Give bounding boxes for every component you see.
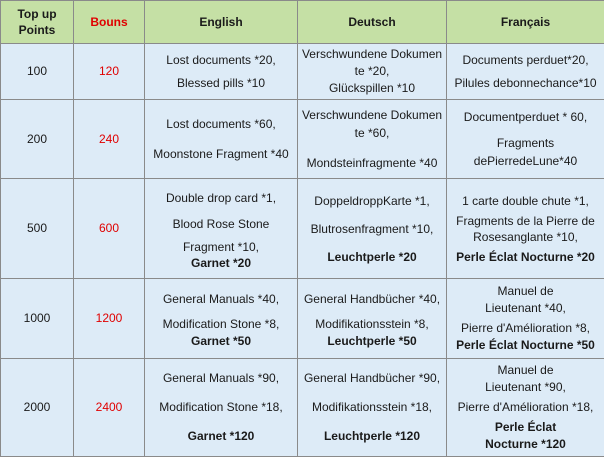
english-line: Lost documents *60, bbox=[148, 109, 294, 139]
deutsch-line: General Handbücher *90, bbox=[301, 364, 443, 393]
table-row bbox=[1, 359, 604, 457]
francais-cell bbox=[447, 44, 604, 100]
francais-line: Pierre d'Amélioration *8, bbox=[450, 320, 601, 337]
header-top-up-points: Top up Points bbox=[1, 1, 74, 44]
bonus-cell: 240 bbox=[74, 100, 145, 179]
english-line: General Manuals *90, bbox=[148, 364, 294, 393]
points-cell: 1000 bbox=[1, 279, 74, 359]
francais-line: Fragments dePierredeLune*40 bbox=[450, 134, 601, 170]
francais-line: Manuel de Lieutenant *40, bbox=[450, 283, 601, 317]
deutsch-line: Verschwundene Dokumen te *20, bbox=[301, 46, 443, 80]
deutsch-line: Mondsteinfragmente *40 bbox=[301, 154, 443, 172]
deutsch-line: Glückspillen *10 bbox=[301, 80, 443, 97]
points-cell: 500 bbox=[1, 179, 74, 279]
bonus-cell: 1200 bbox=[74, 279, 145, 359]
francais-line: Documents perduet*20, bbox=[450, 49, 601, 72]
francais-cell bbox=[447, 100, 604, 179]
english-line: Double drop card *1, bbox=[148, 187, 294, 209]
francais-line: Pilules debonnechance*10 bbox=[450, 72, 601, 95]
english-cell bbox=[145, 100, 298, 179]
english-line: Blessed pills *10 bbox=[148, 72, 294, 95]
francais-cell bbox=[447, 179, 604, 279]
deutsch-line: General Handbücher *40, bbox=[301, 288, 443, 311]
francais-line: Manuel de Lieutenant *90, bbox=[450, 362, 601, 396]
table-row bbox=[1, 279, 604, 359]
english-line: Modification Stone *18, bbox=[148, 393, 294, 422]
english-cell bbox=[145, 359, 298, 457]
deutsch-cell bbox=[298, 279, 447, 359]
english-line: Moonstone Fragment *40 bbox=[148, 139, 294, 169]
francais-line: 1 carte double chute *1, bbox=[450, 193, 601, 209]
deutsch-line-bold: Leuchtperle *50 bbox=[301, 333, 443, 349]
francais-line: Fragments de la Pierre de Rosesanglante *10, bbox=[450, 213, 601, 245]
francais-line-bold: Perle Éclat Nocturne *120 bbox=[450, 419, 601, 453]
deutsch-line: DoppeldroppKarte *1, bbox=[301, 187, 443, 215]
english-line: Blood Rose Stone bbox=[148, 213, 294, 235]
header-english: English bbox=[145, 1, 298, 44]
english-cell bbox=[145, 44, 298, 100]
points-cell: 2000 bbox=[1, 359, 74, 457]
deutsch-cell bbox=[298, 44, 447, 100]
table-row bbox=[1, 179, 604, 279]
header-bonus: Bouns bbox=[74, 1, 145, 44]
points-cell: 200 bbox=[1, 100, 74, 179]
deutsch-cell bbox=[298, 179, 447, 279]
bonus-cell: 2400 bbox=[74, 359, 145, 457]
francais-cell bbox=[447, 279, 604, 359]
bonus-cell: 600 bbox=[74, 179, 145, 279]
english-line: Lost documents *20, bbox=[148, 49, 294, 72]
english-line: General Manuals *40, bbox=[148, 288, 294, 311]
deutsch-cell bbox=[298, 100, 447, 179]
deutsch-cell bbox=[298, 359, 447, 457]
english-line: Fragment *10, bbox=[148, 239, 294, 255]
deutsch-line: Modifikationsstein *8, bbox=[301, 315, 443, 333]
francais-line: Documentperduet * 60, bbox=[450, 108, 601, 126]
deutsch-line: Blutrosenfragment *10, bbox=[301, 215, 443, 243]
deutsch-line-bold: Leuchtperle *120 bbox=[301, 422, 443, 451]
deutsch-line-bold: Leuchtperle *20 bbox=[301, 243, 443, 271]
bonus-cell: 120 bbox=[74, 44, 145, 100]
francais-line-bold: Perle Éclat Nocturne *50 bbox=[450, 337, 601, 354]
table-row bbox=[1, 100, 604, 179]
francais-line: Pierre d'Amélioration *18, bbox=[450, 399, 601, 416]
english-line-bold: Garnet *50 bbox=[148, 333, 294, 349]
english-cell bbox=[145, 279, 298, 359]
francais-cell bbox=[447, 359, 604, 457]
table-row bbox=[1, 44, 604, 100]
header-francais: Français bbox=[447, 1, 604, 44]
english-line-bold: Garnet *20 bbox=[148, 255, 294, 271]
francais-line-bold: Perle Éclat Nocturne *20 bbox=[450, 249, 601, 265]
deutsch-line: Modifikationsstein *18, bbox=[301, 393, 443, 422]
english-line: Modification Stone *8, bbox=[148, 315, 294, 333]
points-cell: 100 bbox=[1, 44, 74, 100]
deutsch-line: Verschwundene Dokumen te *60, bbox=[301, 106, 443, 142]
english-cell bbox=[145, 179, 298, 279]
header-deutsch: Deutsch bbox=[298, 1, 447, 44]
english-line-bold: Garnet *120 bbox=[148, 422, 294, 451]
header-row bbox=[1, 1, 604, 44]
